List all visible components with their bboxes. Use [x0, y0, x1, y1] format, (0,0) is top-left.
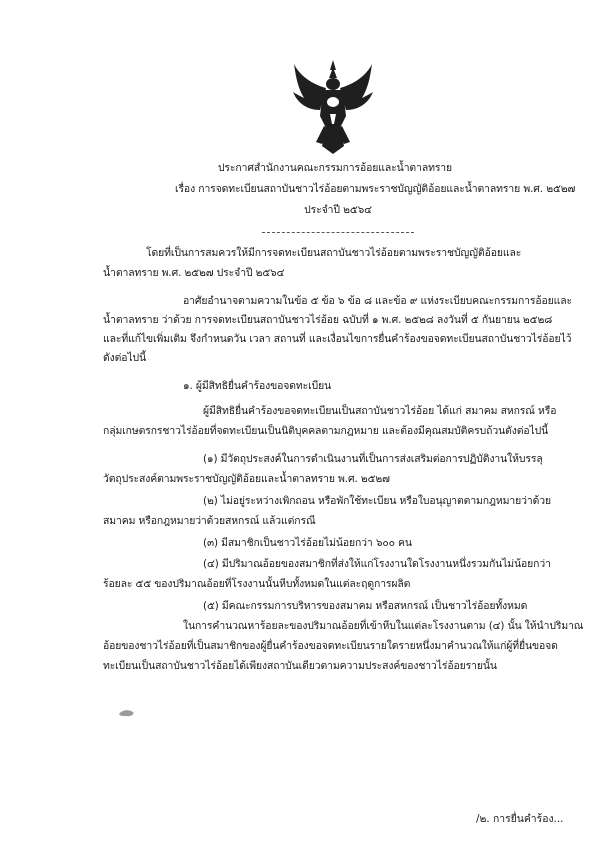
announcement-year: ประจำปี ๒๕๖๔	[304, 204, 372, 216]
item-2-line-2: สมาคม หรือกฎหมายว่าด้วยสหกรณ์ แล้วแต่กรณี	[103, 515, 316, 527]
item-1-line-1: (๑) มีวัตถุประสงค์ในการดำเนินงานที่เป็นการส่งเสริมต่อการปฏิบัติงานให้บรรลุ	[203, 453, 543, 465]
section-1-heading: ๑. ผู้มีสิทธิยื่นคำร้องขอจดทะเบียน	[183, 380, 332, 392]
calculation-line-1: ในการคำนวณหาร้อยละของปริมาณอ้อยที่เข้าหีบในแต่ละโรงงานตาม (๔) นั้น ให้นำปริมาณ	[183, 620, 584, 632]
separator-line	[262, 232, 414, 233]
section-1-line-1: ผู้มีสิทธิยื่นคำร้องขอจดทะเบียนเป็นสถาบันชาวไร่อ้อย ได้แก่ สมาคม สหกรณ์ หรือ	[203, 405, 557, 417]
paragraph-1-line-2: น้ำตาลทราย พ.ศ. ๒๕๒๗ ประจำปี ๒๕๖๔	[103, 267, 285, 279]
ink-smudge-icon	[117, 708, 137, 718]
announcement-subject: เรื่อง การจดทะเบียนสถาบันชาวไร่อ้อยตามพระราชบัญญัติอ้อยและน้ำตาลทราย พ.ศ. ๒๕๒๗	[175, 183, 576, 195]
item-1-line-2: วัตถุประสงค์ตามพระราชบัญญัติอ้อยและน้ำตาลทราย พ.ศ. ๒๕๒๗	[103, 473, 390, 485]
calculation-line-3: ทะเบียนเป็นสถาบันชาวไร่อ้อยได้เพียงสถาบันเดียวตามความประสงค์ของชาวไร่อ้อยรายนั้น	[103, 660, 497, 672]
item-4-line-1: (๔) มีปริมาณอ้อยของสมาชิกที่ส่งให้แก่โรงงานใดโรงงานหนึ่งรวมกันไม่น้อยกว่า	[203, 558, 551, 570]
garuda-emblem-icon	[290, 58, 376, 156]
paragraph-2-line-4: ดังต่อไปนี้	[103, 352, 147, 364]
announcement-title: ประกาศสำนักงานคณะกรรมการอ้อยและน้ำตาลทราย	[217, 162, 453, 174]
item-3-line-1: (๓) มีสมาชิกเป็นชาวไร่อ้อยไม่น้อยกว่า ๖๐๐ คน	[203, 537, 412, 549]
next-page-reference: /๒. การยื่นคำร้อง...	[476, 813, 564, 825]
paragraph-2-line-2: น้ำตาลทราย ว่าด้วย การจดทะเบียนสถาบันชาวไร่อ้อย ฉบับที่ ๑ พ.ศ. ๒๕๒๘ ลงวันที่ ๕ กันยายน ๒๕๒๘	[103, 314, 553, 326]
item-2-line-1: (๒) ไม่อยู่ระหว่างเพิกถอน หรือพักใช้ทะเบียน หรือใบอนุญาตตามกฎหมายว่าด้วย	[203, 495, 551, 507]
calculation-line-2: อ้อยของชาวไร่อ้อยที่เป็นสมาชิกของผู้ยื่นคำร้องขอจดทะเบียนรายใดรายหนึ่งมาคำนวณให้แก่ผู้ที่ยื่นขอจด	[103, 640, 558, 652]
item-5-line-1: (๕) มีคณะกรรมการบริหารของสมาคม หรือสหกรณ์ เป็นชาวไร่อ้อยทั้งหมด	[203, 600, 528, 612]
paragraph-1-line-1: โดยที่เป็นการสมควรให้มีการจดทะเบียนสถาบันชาวไร่อ้อยตามพระราชบัญญัติอ้อยและ	[146, 247, 522, 259]
item-4-line-2: ร้อยละ ๕๕ ของปริมาณอ้อยที่โรงงานนั้นหีบทั้งหมดในแต่ละฤดูการผลิต	[103, 578, 411, 590]
paragraph-2-line-3: และที่แก้ไขเพิ่มเติม จึงกำหนดวัน เวลา สถานที่ และเงื่อนไขการยื่นคำร้องขอจดทะเบียนสถาบันชาวไร่อ้อยไว้	[103, 333, 572, 345]
section-1-line-2: กลุ่มเกษตรกรชาวไร่อ้อยที่จดทะเบียนเป็นนิติบุคคลตามกฎหมาย และต้องมีคุณสมบัติครบถ้วนดังต่อไปนี้	[103, 425, 549, 437]
paragraph-2-line-1: อาศัยอำนาจตามความในข้อ ๕ ข้อ ๖ ข้อ ๘ และข้อ ๙ แห่งระเบียบคณะกรรมการอ้อยและ	[183, 295, 572, 307]
